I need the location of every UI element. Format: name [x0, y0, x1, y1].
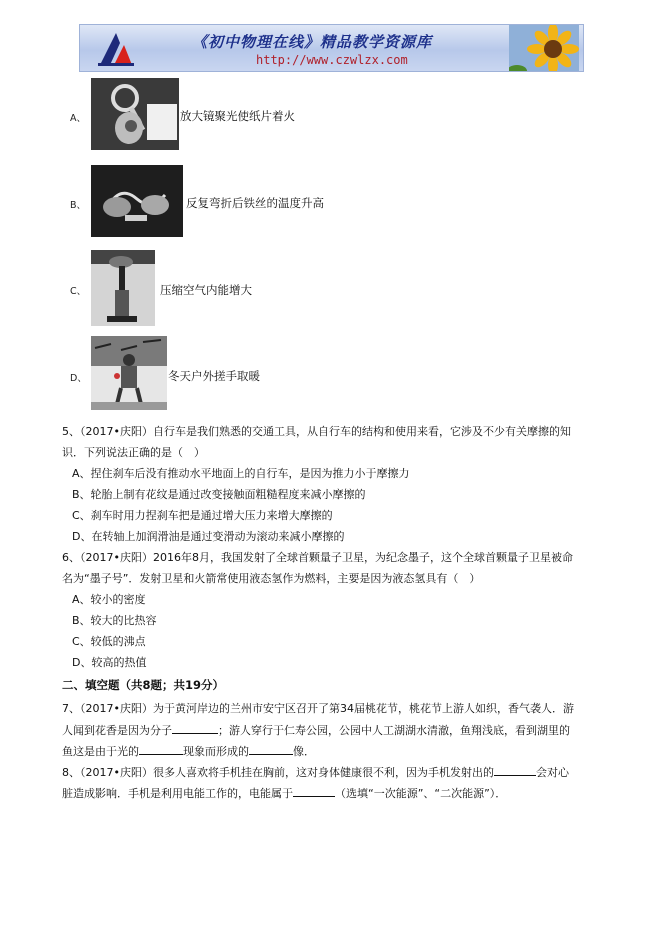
- option-d-image: [91, 336, 167, 410]
- q7-stem-line2: [62, 723, 570, 738]
- option-c-caption: 压缩空气内能增大: [160, 283, 252, 297]
- q7-blank-1[interactable]: [172, 723, 218, 734]
- q6-stem-line1: 6、（2017•庆阳）2016年8月，我国发射了全球首颗量子卫星，为纪念墨子，这个全球首颗量子卫星被命: [62, 551, 573, 564]
- q8-blank-1[interactable]: [494, 765, 536, 776]
- option-c-label: C、: [70, 286, 87, 297]
- q6-option-c: C、较低的沸点: [72, 635, 146, 648]
- q5-option-b: B、轮胎上制有花纹是通过改变接触面粗糙程度来减小摩擦的: [72, 488, 366, 501]
- option-d-caption: 冬天户外搓手取暖: [168, 369, 260, 383]
- bending-wire-image-icon: [91, 165, 183, 237]
- q7-stem-line1: 7、（2017•庆阳）为于黄河岸边的兰州市安宁区召开了第34届桃花节，桃花节上游人如织，香气袭人．游: [62, 702, 574, 715]
- q5-stem-line2: 识．下列说法正确的是（ ）: [62, 446, 205, 459]
- q5-option-d: D、在转轴上加润滑油是通过变滑动为滚动来减小摩擦的: [72, 530, 345, 543]
- option-a-caption: 放大镜聚光使纸片着火: [180, 109, 295, 123]
- q6-option-d: D、较高的热值: [72, 656, 147, 669]
- q8-stem-line1: [62, 765, 569, 780]
- section-heading: 二、填空题（共8题；共19分）: [62, 678, 225, 692]
- option-b-image: [91, 165, 183, 237]
- q8-text-2b: （选填“一次能源”、“二次能源”）．: [335, 787, 507, 800]
- q8-blank-2[interactable]: [293, 786, 335, 797]
- q7-blank-3[interactable]: [249, 744, 293, 755]
- option-c-image: [91, 250, 155, 326]
- q7-text-2b: ；游人穿行于仁寿公园，公园中人工湖湖水清澈，鱼翔浅底，看到湖里的: [218, 724, 570, 737]
- banner-title: 《初中物理在线》精品教学资源库: [192, 33, 433, 51]
- option-a-label: A、: [70, 113, 86, 124]
- q6-option-a: A、较小的密度: [72, 593, 146, 606]
- option-a-image: [91, 78, 179, 150]
- q7-stem-line3: [62, 744, 315, 759]
- header-banner: [79, 24, 584, 72]
- q8-stem-line2: [62, 786, 506, 801]
- q8-text-1a: 8、（2017•庆阳）很多人喜欢将手机挂在胸前，这对身体健康很不利，因为手机发射出的: [62, 766, 494, 779]
- air-pump-image-icon: [91, 250, 155, 326]
- option-b-caption: 反复弯折后铁丝的温度升高: [186, 196, 324, 210]
- q8-text-2a: 脏造成影响．手机是利用电能工作的，电能属于: [62, 787, 293, 800]
- q6-option-b: B、较大的比热容: [72, 614, 157, 627]
- q7-blank-2[interactable]: [139, 744, 183, 755]
- q8-text-1b: 会对心: [535, 766, 569, 779]
- option-b-label: B、: [70, 200, 87, 211]
- q5-stem-line1: 5、（2017•庆阳）自行车是我们熟悉的交通工具，从自行车的结构和使用来看，它涉及不少有关摩擦的知: [62, 425, 571, 438]
- q7-text-3c: 像．: [293, 745, 315, 758]
- q5-option-c: C、刹车时用力捏刹车把是通过增大压力来增大摩擦的: [72, 509, 333, 522]
- sunflower-icon: [509, 24, 579, 72]
- rubbing-hands-image-icon: [91, 336, 167, 410]
- q7-text-3b: 现象而形成的: [183, 745, 249, 758]
- q5-option-a: A、捏住刹车后没有推动水平地面上的自行车，是因为推力小于摩擦力: [72, 467, 410, 480]
- q6-stem-line2: 名为“墨子号”．发射卫星和火箭常使用液态氢作为燃料，主要是因为液态氢具有（ ）: [62, 572, 481, 585]
- banner-url: http://www.czwlzx.com: [256, 53, 408, 67]
- q7-text-3a: 鱼这是由于光的: [62, 745, 139, 758]
- logo-icon: [94, 29, 138, 69]
- option-d-label: D、: [70, 373, 87, 384]
- magnifier-image-icon: [91, 78, 179, 150]
- q7-text-2a: 人闻到花香是因为分子: [62, 724, 172, 737]
